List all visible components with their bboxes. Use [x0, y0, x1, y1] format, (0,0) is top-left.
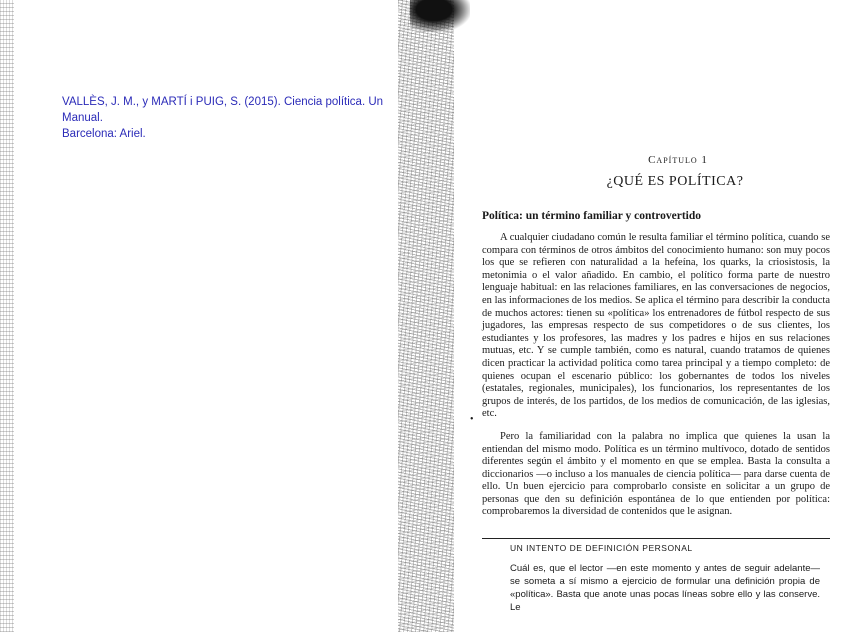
box-heading: UN INTENTO DE DEFINICIÓN PERSONAL [510, 543, 693, 553]
citation-line-2: Barcelona: Ariel. [62, 128, 146, 140]
citation-line-1: VALLÈS, J. M., y MARTÍ i PUIG, S. (2015). Ciencia política. Un Manual. [62, 96, 384, 124]
paragraph-1: A cualquier ciudadano común le resulta familiar el término política, cuando se compara con términos de otros ámbitos del conocimiento humano: son muy pocos los que se refieren con naturalidad a la hefeína, los quarks, la criosistosis, la metonimia o el valor añadido. En cambio, el político forma parte de nuestro lenguaje habitual: en las relaciones familiares, en las conversaciones de negocios, en las informaciones de los medios. Se aplica el término para describir la conducta de muchos actores: tienen su «política» los entrenadores de fútbol respecto de sus jugadores, las empresas respecto de sus competidores o de sus clientes, los estudiantes y los profesores, las madres y los padres e hijos en sus relaciones mutuas, etc. Y se cumple también, como es natural, cuando tratamos de quienes dicen practicar la actividad política como tarea principal y a tiempo completo: de quienes ocupan el escenario público: los gobernantes de todos los niveles (estatales, regionales, municipales), los funcionarios, los representantes de los grupos de interés, de los partidos, de los medios de comunicación, de las iglesias, etc. [482, 232, 830, 420]
paragraph-2: Pero la familiaridad con la palabra no implica que quienes la usan la entiendan del mismo modo. Política es un término multívoco, dotado de sentidos diferentes según el ámbito y el momento en que se emplea. Basta la consulta a diccionarios —o incluso a los manuales de ciencia política— para darse cuenta de ello. Un buen ejercicio para comprobarlo consiste en solicitar a un grupo de personas que den su definición espontánea de lo que entienden por política: comprobaremos la diversidad de contenidos que le asignan. [482, 430, 830, 518]
chapter-label: Capítulo 1 [648, 154, 708, 166]
box-divider [482, 538, 830, 539]
bullet-marker: • [470, 414, 474, 425]
chapter-title: ¿QUÉ ES POLÍTICA? [606, 174, 744, 189]
scan-noise-gutter [398, 0, 454, 632]
scan-noise-left [0, 0, 14, 632]
box-text: Cuál es, que el lector —en este momento y antes de seguir adelante— se someta a sí mismo a ejercicio de formular una definición propia de «política». Basta que anote unas pocas líneas sobre ello y las conserve. Le [510, 563, 820, 613]
right-page [430, 0, 848, 632]
body-text [482, 232, 830, 519]
citation [62, 94, 422, 142]
section-heading: Política: un término familiar y controvertido [482, 210, 701, 222]
scan-blot [410, 0, 470, 32]
